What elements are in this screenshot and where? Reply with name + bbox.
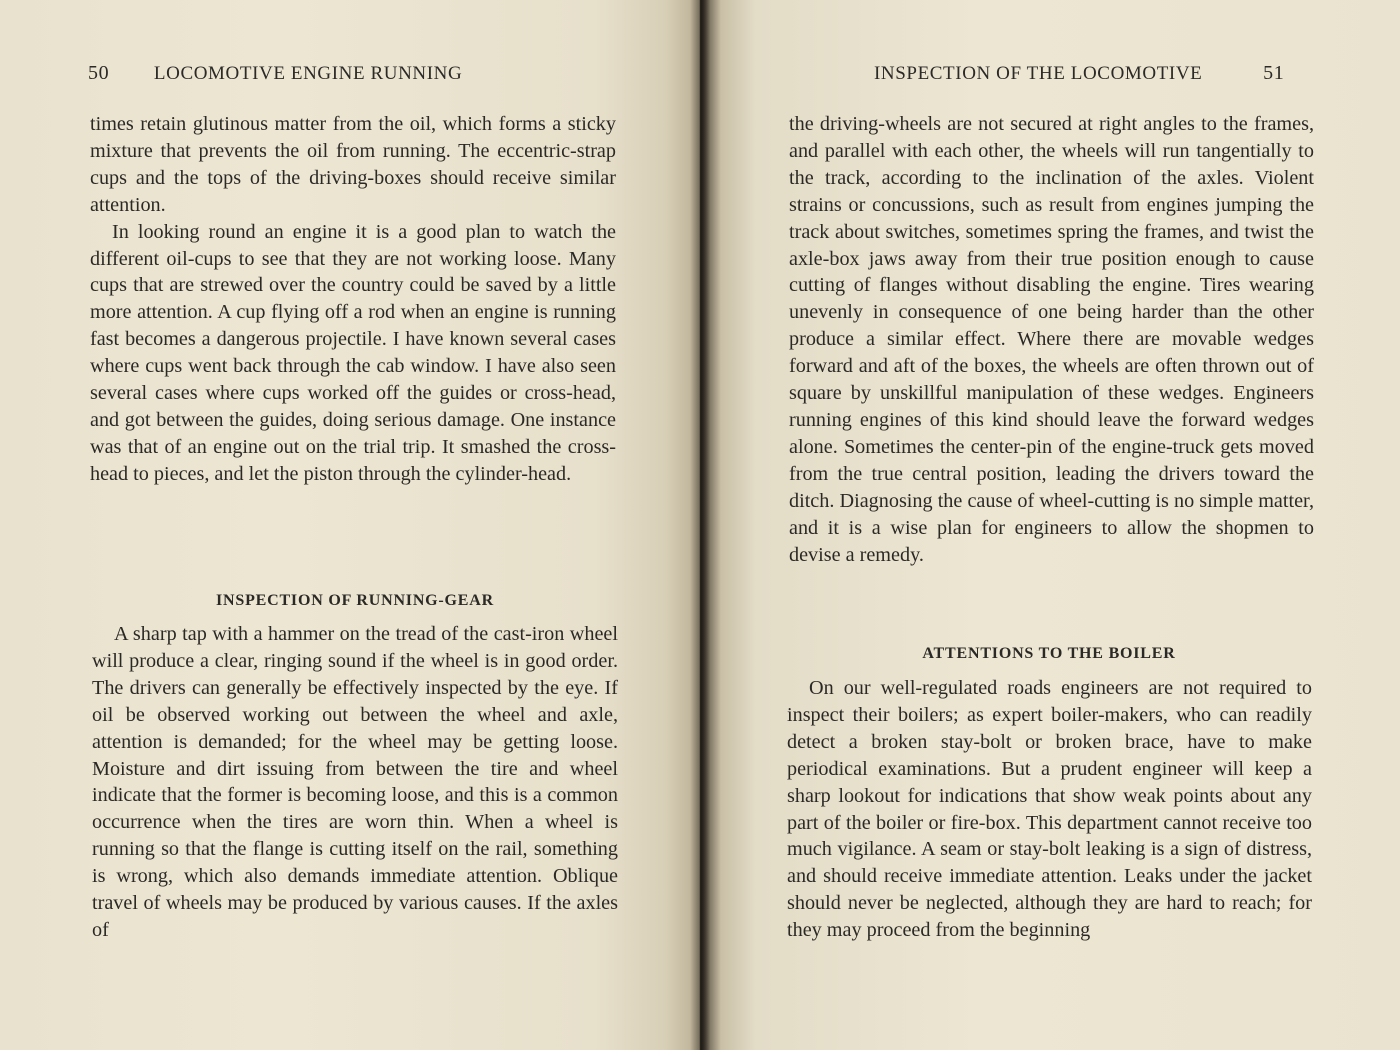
book-gutter [690, 0, 710, 1050]
left-paragraph-1: times retain glutinous matter from the oil, which forms a sticky mixture that prevents the oil from running. The eccentric-strap cups and the tops of the driving-boxes should receive similar attention. [90, 113, 616, 216]
left-running-title: LOCOMOTIVE ENGINE RUNNING [153, 63, 463, 84]
left-running-head [88, 62, 462, 85]
right-text-block-2 [787, 675, 1312, 944]
right-paragraph-2: On our well-regulated roads engineers are not required to inspect their boilers; as expert boiler-makers, who can readily detect a broken stay-bolt or broken brace, have to make periodical examinations. But a prudent engineer will keep a sharp lookout for indications that show weak points about any part of the boiler or fire-box. This department cannot receive too much vigilance. A seam or stay-bolt leaking is a sign of distress, and should receive immediate attention. Leaks under the jacket should never be neglected, although they are hard to reach; for they may proceed from the beginning [787, 677, 1312, 942]
right-paragraph-1: the driving-wheels are not secured at right angles to the frames, and parallel with each other, the wheels will run tangentially to the track, according to the inclination of the axles. Violent strains or concussions, such as result from engines jumping the track about switches, sometimes spring the frames, and twist the axle-box jaws away from their true position enough to cause cutting of flanges without disabling the engine. Tires wearing unevenly in consequence of one being harder than the other produce a similar effect. Where there are movable wedges forward and aft of the boxes, the wheels are often thrown out of square by unskillful manipulation of these wedges. Engineers running engines of this kind should leave the forward wedges alone. Sometimes the center-pin of the engine-truck gets moved from the true central position, leading the drivers toward the ditch. Diagnosing the cause of wheel-cutting is no simple matter, and it is a wise plan for engineers to allow the shopmen to devise a remedy. [789, 113, 1314, 566]
right-page [700, 0, 1400, 1050]
left-text-block-2 [92, 621, 618, 944]
left-section-heading: INSPECTION OF RUNNING-GEAR [215, 592, 494, 609]
left-paragraph-3: A sharp tap with a hammer on the tread of the cast-iron wheel will produce a clear, ringing sound if the wheel is in good order. The drivers can generally be effectively inspected by the eye. If oil be observed working out between the wheel and axle, attention is demanded; for the wheel may be getting loose. Moisture and dirt issuing from between the tire and wheel indicate that the former is becoming loose, and this is a common occurrence when the tires are worn thin. When a wheel is running so that the flange is cutting itself on the rail, something is wrong, which also demands immediate attention. Oblique travel of wheels may be produced by various causes. If the axles of [92, 623, 618, 941]
left-paragraph-2: In looking round an engine it is a good plan to watch the different oil-cups to see that they are not working loose. Many cups that are strewed over the country could be saved by a little more attention. A cup flying off a rod when an engine is running fast becomes a dangerous projectile. I have known several cases where cups went back through the cab window. I have also seen several cases where cups worked off the guides or cross-head, and got between the guides, doing serious damage. One instance was that of an engine out on the trial trip. It smashed the cross-head to pieces, and let the piston through the cylinder-head. [90, 220, 616, 485]
right-running-title: INSPECTION OF THE LOCOMOTIVE [874, 63, 1203, 84]
right-section-heading: ATTENTIONS TO THE BOILER [922, 645, 1176, 662]
right-running-head [874, 62, 1284, 85]
right-page-number: 51 [1263, 62, 1285, 84]
left-text-block-1 [90, 111, 616, 488]
left-page-number: 50 [88, 62, 110, 84]
right-text-block-1 [789, 111, 1314, 568]
